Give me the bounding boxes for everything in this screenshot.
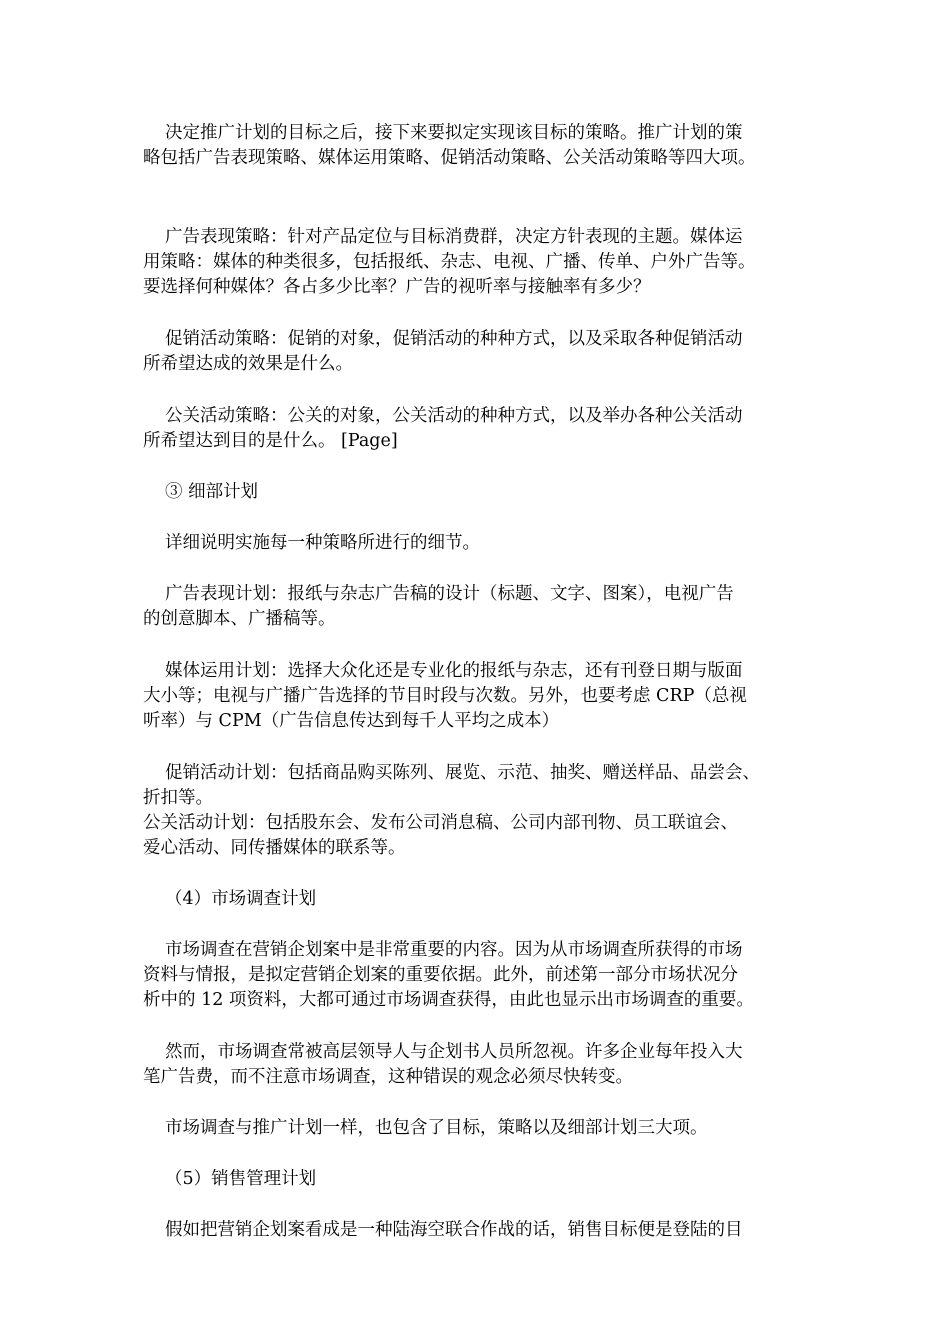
heading-sales-management-plan: （5）销售管理计划 xyxy=(165,1169,317,1189)
paragraph-promotion-strategy: 促销活动策略：促销的对象，促销活动的种种方式，以及采取各种促销活动 所希望达成的效果是什么。 xyxy=(143,329,743,374)
paragraph-market-research-neglect: 然而，市场调查常被高层领导人与企划书人员所忽视。许多企业每年投入大 笔广告费，而不注意市场调查，这种错误的观念必须尽快转变。 xyxy=(143,1042,743,1087)
paragraph-sales-management-intro: 假如把营销企划案看成是一种陆海空联合作战的话，销售目标便是登陆的目 xyxy=(165,1220,743,1240)
heading-market-research-plan: （4）市场调查计划 xyxy=(165,889,317,909)
paragraph-market-research-components: 市场调查与推广计划一样，也包含了目标，策略以及细部计划三大项。 xyxy=(165,1118,708,1138)
paragraph-detail-intro: 详细说明实施每一种策略所进行的细节。 xyxy=(165,533,480,553)
heading-detailed-plan: ③ 细部计划 xyxy=(165,482,259,502)
paragraph-pr-strategy: 公关活动策略：公关的对象，公关活动的种种方式，以及举办各种公关活动 所希望达到目的是什么。 [Page] xyxy=(143,406,743,451)
paragraph-strategy-intro: 决定推广计划的目标之后，接下来要拟定实现该目标的策略。推广计划的策 略包括广告表现策略、媒体运用策略、促销活动策略、公关活动策略等四大项。 xyxy=(143,123,756,168)
paragraph-market-research-importance: 市场调查在营销企划案中是非常重要的内容。因为从市场调查所获得的市场 资料与情报，是拟定营销企划案的重要依据。此外，前述第一部分市场状况分 析中的 12 项资料，大都可通过市场调查获得，由此也显示出市场调查的重要。 xyxy=(143,940,754,1010)
paragraph-promotion-pr-plan: 促销活动计划：包括商品购买陈列、展览、示范、抽奖、赠送样品、品尝会、 折扣等。 公关活动计划：包括股东会、发布公司消息稿、公司内部刊物、员工联谊会、 爱心活动、同传播媒体的联系等。 xyxy=(143,763,760,858)
document-body xyxy=(143,121,823,1243)
paragraph-media-plan: 媒体运用计划：选择大众化还是专业化的报纸与杂志，还有刊登日期与版面 大小等；电视与广播广告选择的节目时段与次数。另外，也要考虑 CRP（总视 听率）与 CPM（广告信息传达到每千人平均之成本） xyxy=(143,661,747,731)
paragraph-ad-plan: 广告表现计划：报纸与杂志广告稿的设计（标题、文字、图案），电视广告 的创意脚本、广播稿等。 xyxy=(143,584,734,629)
paragraph-ad-media-strategy: 广告表现策略：针对产品定位与目标消费群，决定方针表现的主题。媒体运 用策略：媒体的种类很多，包括报纸、杂志、电视、广播、传单、户外广告等。 要选择何种媒体？各占多少比率？广告的视听率与接触率有多少？ xyxy=(143,227,756,297)
